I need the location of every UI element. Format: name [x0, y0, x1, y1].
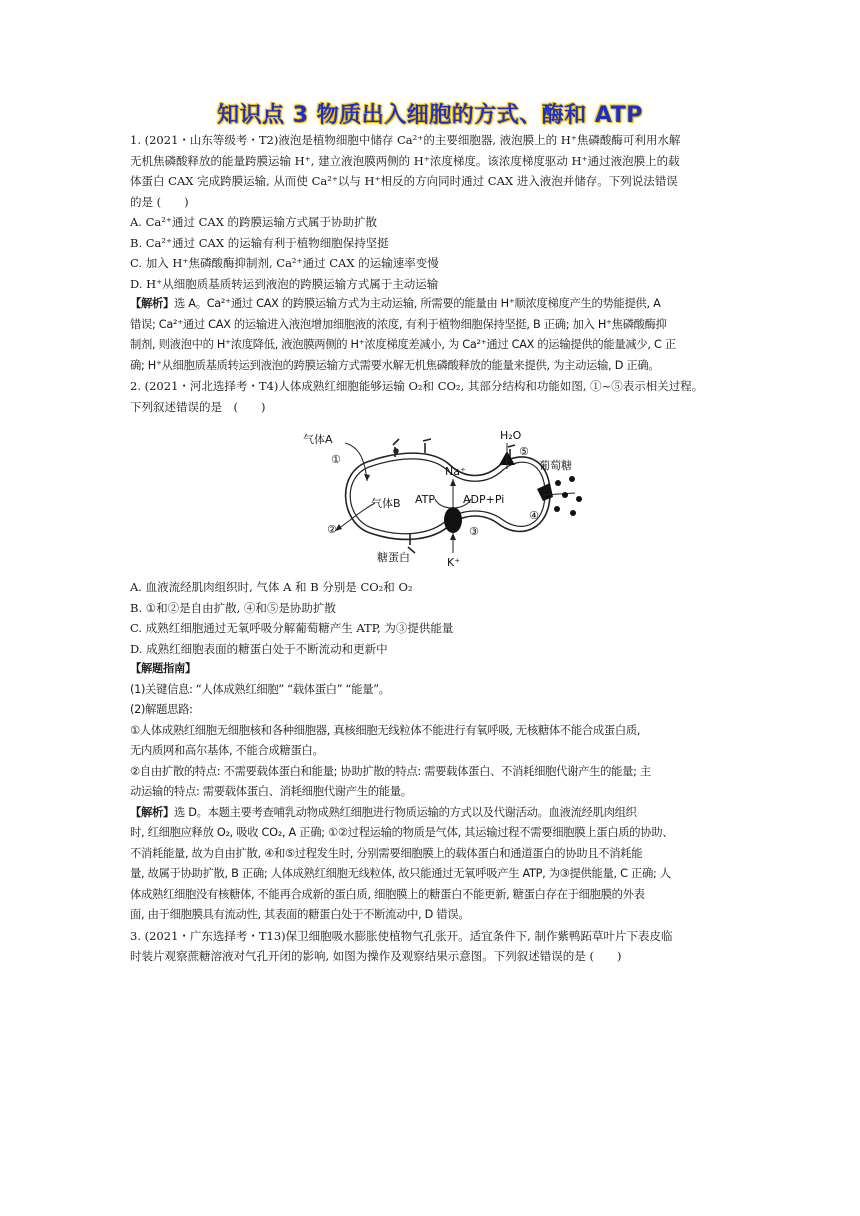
q1-option-d: D. H⁺从细胞质基质转运到液泡的跨膜运输方式属于主动运输: [130, 276, 439, 291]
arrowhead-icon: [364, 474, 370, 481]
label-water: H₂O: [500, 429, 522, 442]
q3-stem-line: 时装片观察蔗糖溶液对气孔开闭的影响, 如图为操作及观察结果示意图。下列叙述错误的是 ( ): [130, 949, 622, 963]
q1-analysis-line: 制剂, 则液泡中的 H⁺浓度降低, 液泡膜两侧的 H⁺浓度梯度差减小, 为 Ca²⁺通过 CAX 的运输提供的能量减少, C 正: [130, 338, 676, 351]
arrowhead-icon: [450, 479, 456, 486]
label-glycoprotein: 糖蛋白: [377, 551, 410, 564]
label-1: ①: [331, 453, 341, 466]
q2-guide-line: ①人体成熟红细胞无细胞核和各种细胞器, 真核细胞无线粒体不能进行有氧呼吸, 无核糖体不能合成蛋白质,: [130, 723, 641, 737]
label-4: ④: [529, 509, 539, 522]
q2-option-b: B. ①和②是自由扩散, ④和⑤是协助扩散: [130, 600, 336, 615]
q1-stem-line: 体蛋白 CAX 完成跨膜运输, 从而使 Ca²⁺以与 H⁺相反的方向同时通过 CAX 进入液泡并储存。下列说法错误: [130, 174, 678, 188]
q1-analysis-tag: 【解析】: [130, 297, 174, 310]
label-glucose: 葡萄糖: [539, 459, 572, 472]
q2-analysis-line: 不消耗能量, 故为自由扩散, ④和⑤过程发生时, 分别需要细胞膜上的载体蛋白和通道蛋白的协助且不消耗能: [130, 846, 643, 860]
question-1: [130, 130, 730, 376]
label-2: ②: [327, 523, 337, 536]
q2-guide-line: 动运输的特点: 需要载体蛋白、消耗细胞代谢产生的能量。: [130, 785, 412, 798]
q3-stem-line: 3. (2021・广东选择考・T13)保卫细胞吸水膨胀使植物气孔张开。适宜条件下, 制作紫鸭跖草叶片下表皮临: [130, 928, 673, 943]
q1-option-a: A. Ca²⁺通过 CAX 的跨膜运输方式属于协助扩散: [130, 215, 378, 229]
question-2: [130, 376, 730, 926]
q2-analysis-line: 量, 故属于协助扩散, B 正确; 人体成熟红细胞无线粒体, 故只能通过无氧呼吸产生 ATP, 为③提供能量, C 正确; 人: [130, 867, 671, 880]
q1-option-c: C. 加入 H⁺焦磷酸酶抑制剂, Ca²⁺通过 CAX 的运输速率变慢: [130, 256, 439, 270]
section-title: 知识点 3 物质出入细胞的方式、酶和 ATP: [217, 103, 643, 128]
q1-option-b: B. Ca²⁺通过 CAX 的运输有利于植物细胞保持坚挺: [130, 235, 389, 250]
q1-analysis-text: 选 A。Ca²⁺通过 CAX 的跨膜运输方式为主动运输, 所需要的能量由 H⁺顺浓度梯度产生的势能提供, A: [174, 297, 661, 310]
q1-stem-line: 1. (2021・山东等级考・T2)液泡是植物细胞中储存 Ca²⁺的主要细胞器, 液泡膜上的 H⁺焦磷酸酶可利用水解: [130, 133, 681, 147]
q2-stem-line: 下列叙述错误的是 ( ): [130, 399, 266, 414]
q1-analysis-line: 确; H⁺从细胞质基质转运到液泡的跨膜运输方式需要水解无机焦磷酸释放的能量来提供, 为主动运输, D 正确。: [130, 358, 660, 372]
gas-a-arrow: [345, 443, 367, 481]
label-atp: ATP: [415, 493, 436, 506]
label-k: K⁺: [447, 556, 461, 569]
q2-analysis-line: [130, 803, 730, 824]
q1-stem-line: 的是 ( ): [130, 194, 189, 209]
q2-analysis-line: 体成熟红细胞没有核糖体, 不能再合成新的蛋白质, 细胞膜上的糖蛋白不能更新, 糖蛋白存在于细胞膜的外表: [130, 887, 645, 901]
q2-guide-line: 无内质网和高尔基体, 不能合成糖蛋白。: [130, 744, 324, 757]
glucose-molecules-icon: [554, 476, 582, 516]
q2-stem-line: 2. (2021・河北选择考・T4)人体成熟红细胞能够运输 O₂和 CO₂, 其部分结构和功能如图, ①~⑤表示相关过程。: [130, 379, 704, 393]
document-content: [130, 130, 730, 967]
q1-analysis-line: [130, 294, 730, 315]
q2-analysis-line: 时, 红细胞应释放 O₂, 吸收 CO₂, A 正确; ①②过程运输的物质是气体, 其运输过程不需要细胞膜上蛋白质的协助、: [130, 826, 674, 839]
q2-guide-line: (2)解题思路:: [130, 703, 193, 716]
question-3: [130, 926, 730, 967]
pump-protein-icon: [444, 507, 462, 533]
q2-option-d: D. 成熟红细胞表面的糖蛋白处于不断流动和更新中: [130, 641, 388, 656]
q2-guide-tag: 【解题指南】: [130, 662, 196, 675]
q2-analysis-tag: 【解析】: [130, 805, 174, 819]
q2-guide-line: ②自由扩散的特点: 不需要载体蛋白和能量; 协助扩散的特点: 需要载体蛋白、不消耗细胞代谢产生的能量; 主: [130, 764, 651, 778]
red-blood-cell-diagram: [275, 421, 585, 571]
label-5: ⑤: [519, 445, 529, 458]
label-gas-a: 气体A: [303, 433, 333, 446]
q2-analysis-line: 面, 由于细胞膜具有流动性, 其表面的糖蛋白处于不断流动中, D 错误。: [130, 908, 470, 921]
label-3: ③: [469, 525, 479, 538]
q2-analysis-text: 选 D。本题主要考查哺乳动物成熟红细胞进行物质运输的方式以及代谢活动。血液流经肌肉组织: [174, 805, 637, 819]
q2-option-c: C. 成熟红细胞通过无氧呼吸分解葡萄糖产生 ATP, 为③提供能量: [130, 621, 454, 635]
label-adp: ADP+Pi: [463, 493, 505, 506]
arrowhead-icon: [450, 533, 456, 540]
q1-stem-line: 无机焦磷酸释放的能量跨膜运输 H⁺, 建立液泡膜两侧的 H⁺浓度梯度。该浓度梯度驱动 H⁺通过液泡膜上的载: [130, 153, 680, 168]
q2-option-a: A. 血液流经肌肉组织时, 气体 A 和 B 分别是 CO₂和 O₂: [130, 580, 413, 594]
label-na: Na⁺: [445, 465, 466, 478]
label-gas-b: 气体B: [371, 497, 401, 510]
red-blood-cell-figure: [130, 421, 730, 571]
q1-analysis-line: 错误; Ca²⁺通过 CAX 的运输进入液泡增加细胞液的浓度, 有利于植物细胞保持坚挺, B 正确; 加入 H⁺焦磷酸酶抑: [130, 317, 667, 331]
q2-guide-line: (1)关键信息: “人体成熟红细胞” “载体蛋白” “能量”。: [130, 682, 390, 696]
